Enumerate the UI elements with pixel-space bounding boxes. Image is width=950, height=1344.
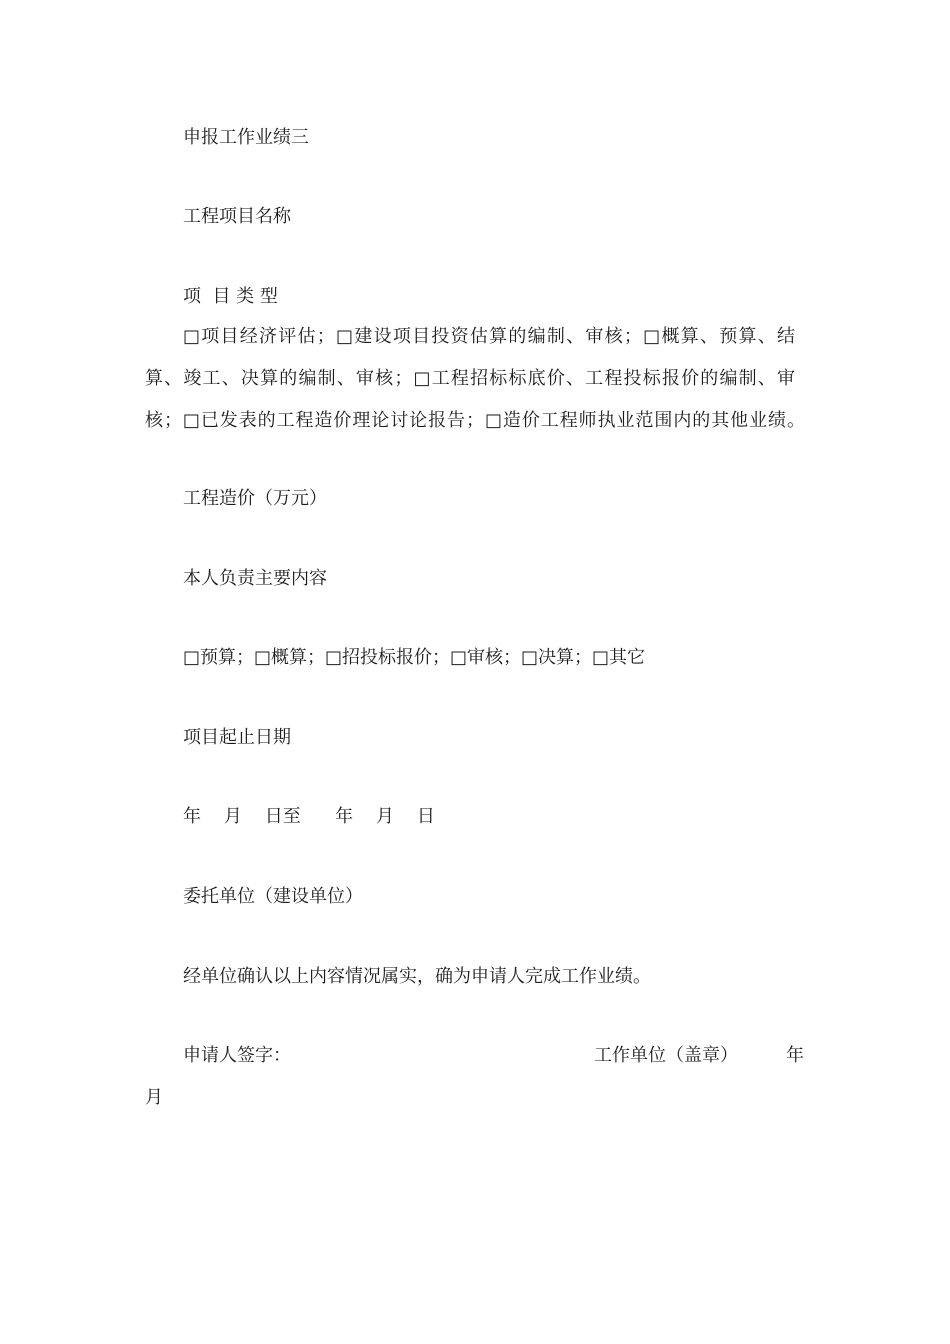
responsibility-label: 本人负责主要内容	[183, 568, 327, 589]
date-range: 年 月 日至 年 月 日	[183, 806, 435, 827]
form-title: 申报工作业绩三	[183, 127, 309, 148]
signature-label: 申请人签字：	[183, 1045, 291, 1066]
confirmation-text: 经单位确认以上内容情况属实，确为申请人完成工作业绩。	[183, 966, 651, 987]
project-type-label: 项 目 类 型	[183, 286, 278, 307]
seal-year: 年	[786, 1045, 804, 1066]
date-label: 项目起止日期	[183, 727, 291, 748]
project-type-line-3: 核；□已发表的工程造价理论讨论报告；□造价工程师执业范围内的其他业绩。	[145, 410, 805, 431]
project-name-label: 工程项目名称	[183, 206, 291, 227]
unit-seal-label: 工作单位（盖章）	[594, 1045, 738, 1066]
project-type-line-2: 算、竣工、决算的编制、审核；□工程招标标底价、工程投标报价的编制、审	[145, 368, 795, 389]
project-type-line-1: □项目经济评估；□建设项目投资估算的编制、审核；□概算、预算、结	[183, 326, 795, 347]
responsibility-options: □预算；□概算；□招投标报价；□审核；□决算；□其它	[183, 647, 646, 668]
client-label: 委托单位（建设单位）	[183, 886, 363, 907]
cost-label: 工程造价（万元）	[183, 488, 327, 509]
seal-month: 月	[145, 1087, 163, 1108]
